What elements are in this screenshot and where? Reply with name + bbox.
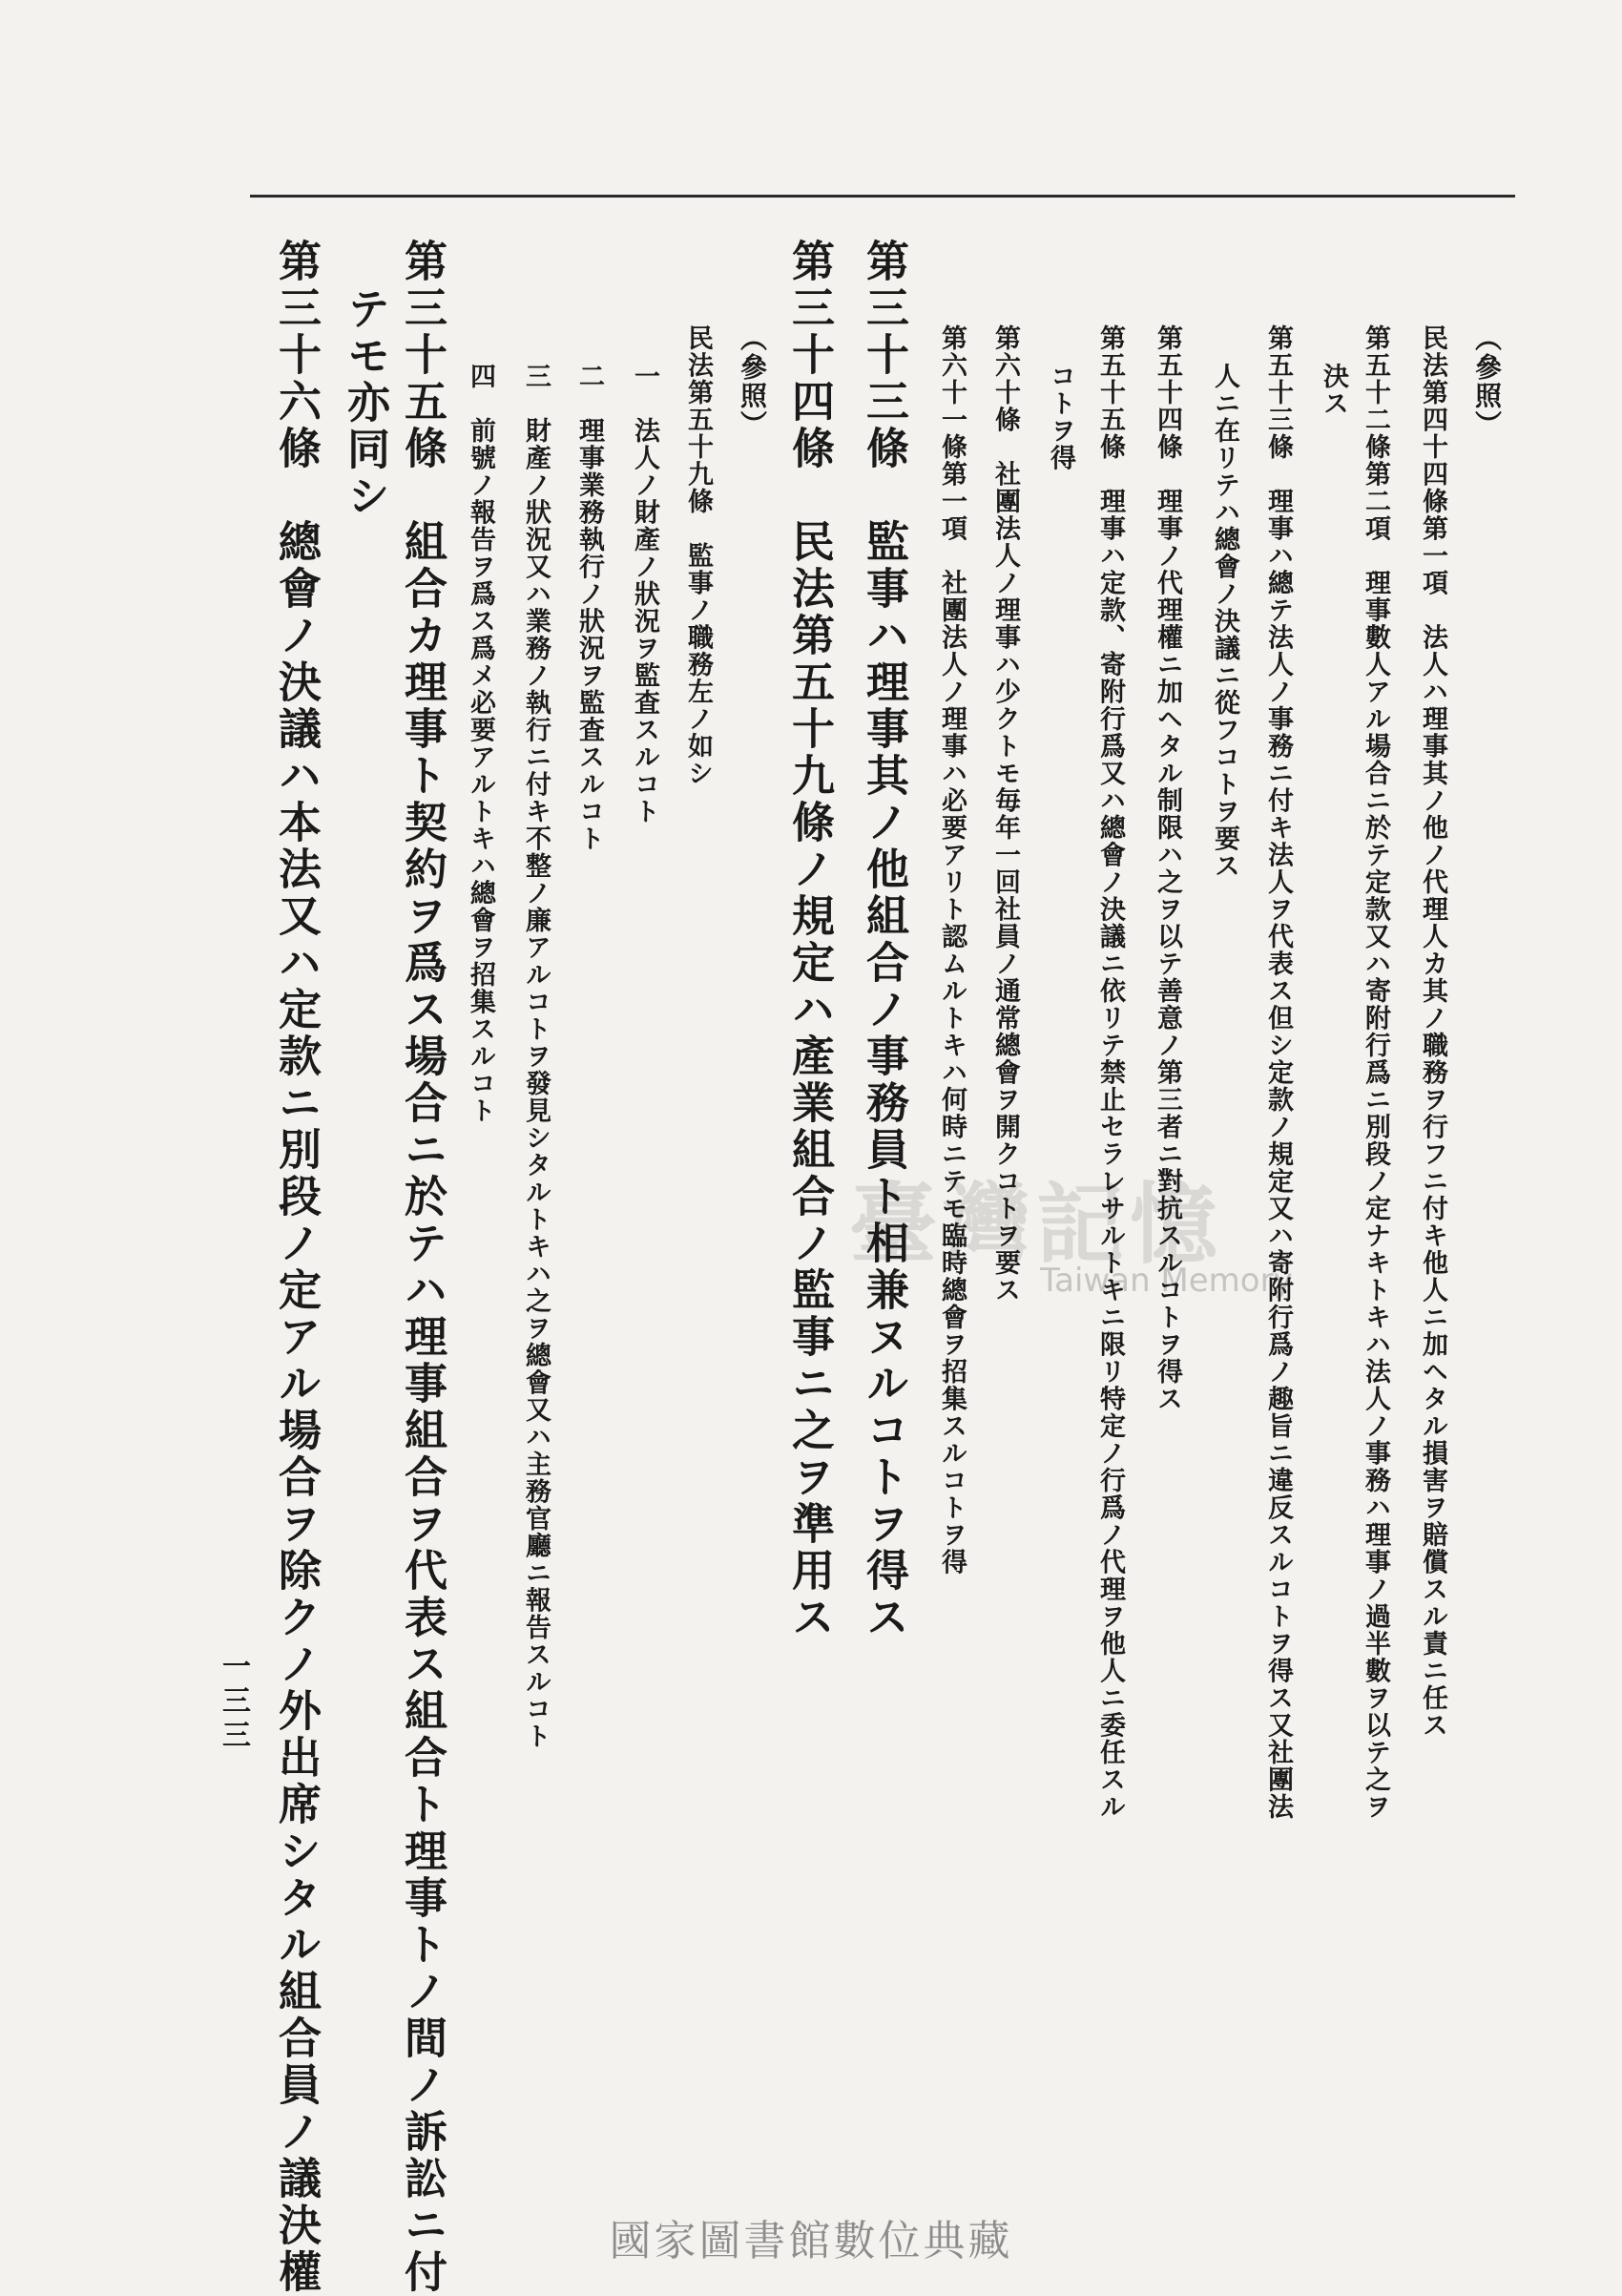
text-line-civil-53-cont: 人ニ在リテハ總會ノ決議ニ從フコトヲ要ス bbox=[1210, 363, 1239, 880]
text-line-item-4: 四 前號ノ報告ヲ爲ス爲メ必要アルトキハ總會ヲ招集スルコト bbox=[466, 363, 495, 1124]
text-line-civil-53: 第五十三條 理事ハ總テ法人ノ事務ニ付キ法人ヲ代表ス但シ定款ノ規定又ハ寄附行爲ノ趣旨ニ違反スルコトヲ得ス又社團法 bbox=[1263, 324, 1293, 1821]
article-35-cont: テモ亦同シ bbox=[340, 286, 390, 520]
text-line-civil-60: 第六十條 社團法人ノ理事ハ少クトモ毎年一回社員ノ通常總會ヲ開クコトヲ要ス bbox=[990, 324, 1020, 1304]
top-rule bbox=[250, 195, 1515, 198]
text-line-item-2: 二 理事業務執行ノ狀況ヲ監査スルコト bbox=[574, 363, 604, 852]
text-line-item-3: 三 財產ノ狀況又ハ業務ノ執行ニ付キ不整ノ廉アルコトヲ發見シタルトキハ之ヲ總會又ハ主務官廳ニ報告スルコト bbox=[521, 363, 551, 1750]
text-line-civil-59: 民法第五十九條 監事ノ職務左ノ如シ bbox=[683, 324, 713, 787]
text-line-civil-54: 第五十四條 理事ノ代理權ニ加ヘタル制限ハ之ヲ以テ善意ノ第三者ニ對抗スルコトヲ得ス bbox=[1153, 324, 1182, 1412]
text-line-civil-55: 第五十五條 理事ハ定款、寄附行爲又ハ總會ノ決議ニ依リテ禁止セラレサルトキニ限リ特定ノ行爲ノ代理ヲ他人ニ委任スル bbox=[1095, 324, 1125, 1821]
article-34: 第三十四條 民法第五十九條ノ規定ハ產業組合ノ監事ニ之ヲ準用ス bbox=[784, 239, 835, 1641]
text-line-reference-heading-2: （參照） bbox=[737, 324, 768, 439]
text-line-civil-55-cont: コトヲ得 bbox=[1046, 363, 1075, 471]
text-line-item-1: 一 法人ノ財產ノ狀況ヲ監査スルコト bbox=[630, 363, 659, 825]
article-35: 第三十五條 組合カ理事ト契約ヲ爲ス場合ニ於テハ理事組合ヲ代表ス組合ト理事トノ間ノ訴訟ニ付 bbox=[397, 239, 447, 2296]
watermark: 臺灣記憶 bbox=[849, 1173, 1224, 1276]
text-line-civil-44: 民法第四十四條第一項 法人ハ理事其ノ他ノ代理人カ其ノ職務ヲ行フニ付キ他人ニ加ヘタル損害ヲ賠償スル責ニ任ス bbox=[1418, 324, 1447, 1739]
text-line-reference-heading-1: （參照） bbox=[1471, 324, 1503, 439]
article-33: 第三十三條 監事ハ理事其ノ他組合ノ事務員ト相兼ヌルコトヲ得ス bbox=[859, 239, 909, 1641]
text-line-civil-52: 第五十二條第二項 理事數人アル場合ニ於テ定款又ハ寄附行爲ニ別段ノ定ナキトキハ法人ノ事務ハ理事ノ過半數ヲ以テ之ヲ bbox=[1361, 324, 1390, 1821]
text-line-civil-61: 第六十一條第一項 社團法人ノ理事ハ必要アリト認ムルトキハ何時ニテモ臨時總會ヲ招集スルコトヲ得 bbox=[937, 324, 967, 1576]
article-36: 第三十六條 總會ノ決議ハ本法又ハ定款ニ別段ノ定アル場合ヲ除クノ外出席シタル組合員ノ議決權 bbox=[271, 239, 322, 2296]
footer-credit: 國家圖書館數位典藏 bbox=[609, 2217, 1013, 2265]
text-line-civil-52-cont: 決ス bbox=[1319, 363, 1348, 417]
watermark-subtitle: Taiwan Memory bbox=[1040, 1262, 1293, 1300]
page-number: 一三三 bbox=[217, 1651, 250, 1754]
